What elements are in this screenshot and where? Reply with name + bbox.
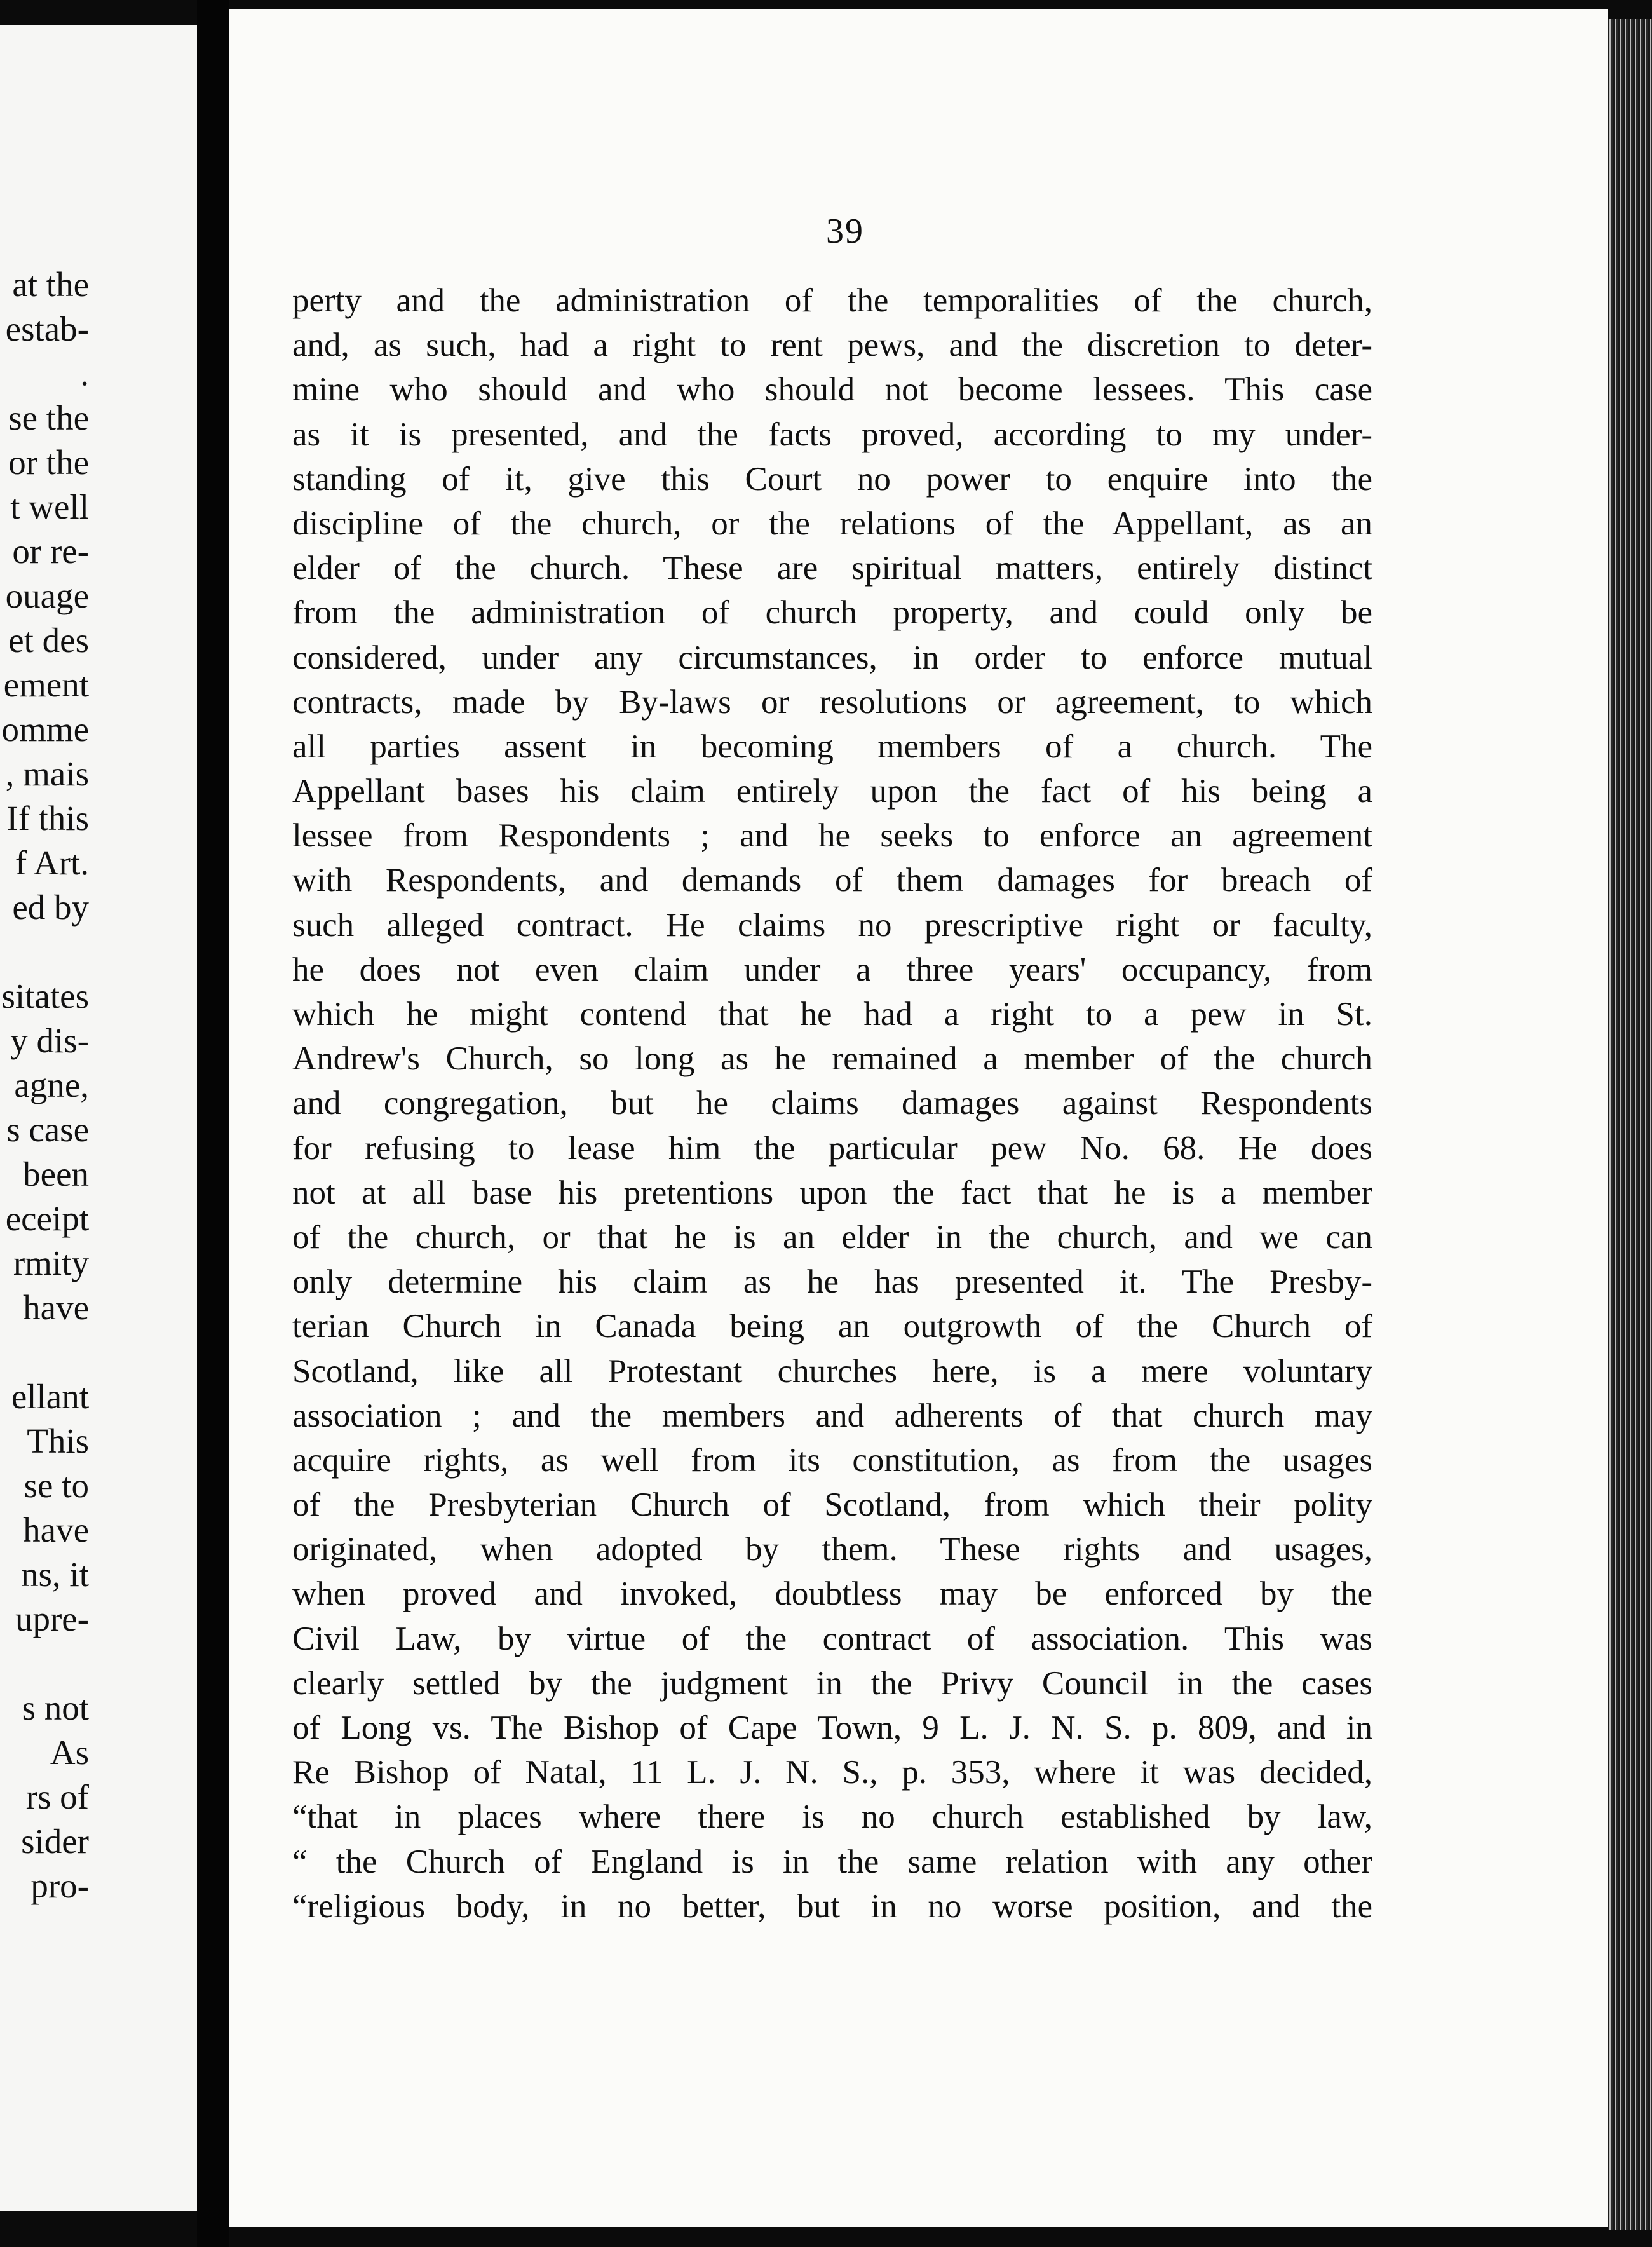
text-line: contracts, made by By-laws or resolutions or agreement, to which xyxy=(292,683,1372,721)
facing-page-fragment: ed by xyxy=(12,888,89,927)
text-line: and congregation, but he claims damages against Respondents xyxy=(292,1085,1372,1122)
text-line: when proved and invoked, doubtless may be enforced by the xyxy=(292,1575,1372,1613)
facing-page-fragment: or re- xyxy=(12,532,89,571)
text-line: originated, when adopted by them. These rights and usages, xyxy=(292,1531,1372,1568)
facing-page-fragment: rmity xyxy=(13,1244,89,1282)
facing-page-fragment: ellant xyxy=(11,1377,89,1416)
facing-page-fragment: This xyxy=(27,1422,89,1460)
text-line: acquire rights, as well from its constitution, as from the usages xyxy=(292,1441,1372,1479)
text-line: discipline of the church, or the relations of the Appellant, as an xyxy=(292,505,1372,542)
facing-page-fragment: at the xyxy=(12,265,89,304)
facing-page-left xyxy=(0,25,197,2211)
text-line: “religious body, in no better, but in no worse position, and the xyxy=(292,1887,1372,1925)
text-line: Scotland, like all Protestant churches here, is a mere voluntary xyxy=(292,1352,1372,1390)
facing-page-fragment: . xyxy=(80,354,89,393)
facing-page-fragment: pro- xyxy=(30,1866,89,1905)
text-line: Andrew's Church, so long as he remained a member of the church xyxy=(292,1040,1372,1078)
facing-page-fragment: ns, it xyxy=(21,1555,89,1594)
text-line: association ; and the members and adherents of that church may xyxy=(292,1397,1372,1434)
text-line: such alleged contract. He claims no prescriptive right or faculty, xyxy=(292,906,1372,944)
text-line: Re Bishop of Natal, 11 L. J. N. S., p. 353, where it was decided, xyxy=(292,1754,1372,1791)
text-line: Appellant bases his claim entirely upon the fact of his being a xyxy=(292,773,1372,810)
text-line: elder of the church. These are spiritual matters, entirely distinct xyxy=(292,550,1372,587)
facing-page-fragment: sitates xyxy=(1,977,89,1015)
facing-page-fragment: or the xyxy=(8,443,89,482)
facing-page-fragment: et des xyxy=(8,621,89,660)
text-line: from the administration of church property, and could only be xyxy=(292,594,1372,632)
text-line: he does not even claim under a three years' occupancy, from xyxy=(292,951,1372,988)
text-line: considered, under any circumstances, in order to enforce mutual xyxy=(292,639,1372,676)
text-line: “that in places where there is no church established by law, xyxy=(292,1798,1372,1836)
text-line: mine who should and who should not become lessees. This case xyxy=(292,371,1372,409)
text-line: of Long vs. The Bishop of Cape Town, 9 L. J. N. S. p. 809, and in xyxy=(292,1709,1372,1746)
facing-page-fragment: eceipt xyxy=(5,1199,89,1238)
facing-page-fragment: have xyxy=(23,1288,89,1327)
facing-page-fragment: sider xyxy=(21,1822,89,1861)
page-number: 39 xyxy=(826,212,864,251)
facing-page-fragment: s not xyxy=(22,1688,89,1727)
text-line: Civil Law, by virtue of the contract of association. This was xyxy=(292,1620,1372,1657)
facing-page-fragment: se to xyxy=(24,1466,89,1505)
facing-page-fragment: f Art. xyxy=(15,843,89,882)
text-line: lessee from Respondents ; and he seeks to enforce an agreement xyxy=(292,817,1372,855)
book-gutter xyxy=(197,0,229,2247)
facing-page-fragment: ouage xyxy=(5,576,89,615)
facing-page-fragment: As xyxy=(50,1733,89,1772)
facing-page-fragment: upre- xyxy=(15,1599,89,1638)
facing-page-fragment: rs of xyxy=(25,1777,89,1816)
facing-page-fragment: t well xyxy=(10,487,89,526)
text-line: clearly settled by the judgment in the Privy Council in the cases xyxy=(292,1664,1372,1702)
page-edges xyxy=(1608,19,1652,2230)
body-text xyxy=(292,278,1372,1929)
text-line: of the church, or that he is an elder in the church, and we can xyxy=(292,1218,1372,1256)
text-line: “ the Church of England is in the same relation with any other xyxy=(292,1843,1372,1880)
facing-page-fragment: s case xyxy=(6,1110,89,1149)
facing-page-fragment: se the xyxy=(8,398,89,437)
facing-page-fragment: omme xyxy=(1,710,89,749)
text-line: perty and the administration of the temporalities of the church, xyxy=(292,282,1372,319)
facing-page-fragment: If this xyxy=(6,799,89,838)
facing-page-fragment: y dis- xyxy=(10,1021,89,1060)
text-line: as it is presented, and the facts proved, according to my under- xyxy=(292,416,1372,453)
text-line: and, as such, had a right to rent pews, and the discretion to deter- xyxy=(292,327,1372,364)
text-line: standing of it, give this Court no power to enquire into the xyxy=(292,460,1372,498)
facing-page-fragment: ement xyxy=(3,665,89,704)
text-line: all parties assent in becoming members of a church. The xyxy=(292,728,1372,765)
text-line: of the Presbyterian Church of Scotland, from which their polity xyxy=(292,1486,1372,1524)
facing-page-fragment: agne, xyxy=(14,1066,89,1104)
text-line: for refusing to lease him the particular pew No. 68. He does xyxy=(292,1129,1372,1167)
text-line: not at all base his pretentions upon the fact that he is a member xyxy=(292,1174,1372,1211)
facing-page-fragment: , mais xyxy=(5,754,89,793)
text-line: only determine his claim as he has presented it. The Presby- xyxy=(292,1263,1372,1301)
text-line: which he might contend that he had a right to a pew in St. xyxy=(292,996,1372,1033)
facing-page-fragment: estab- xyxy=(5,309,89,348)
text-line: terian Church in Canada being an outgrowth of the Church of xyxy=(292,1308,1372,1345)
text-line: with Respondents, and demands of them damages for breach of xyxy=(292,862,1372,899)
facing-page-fragment: been xyxy=(23,1155,89,1193)
facing-page-fragment: have xyxy=(23,1510,89,1549)
